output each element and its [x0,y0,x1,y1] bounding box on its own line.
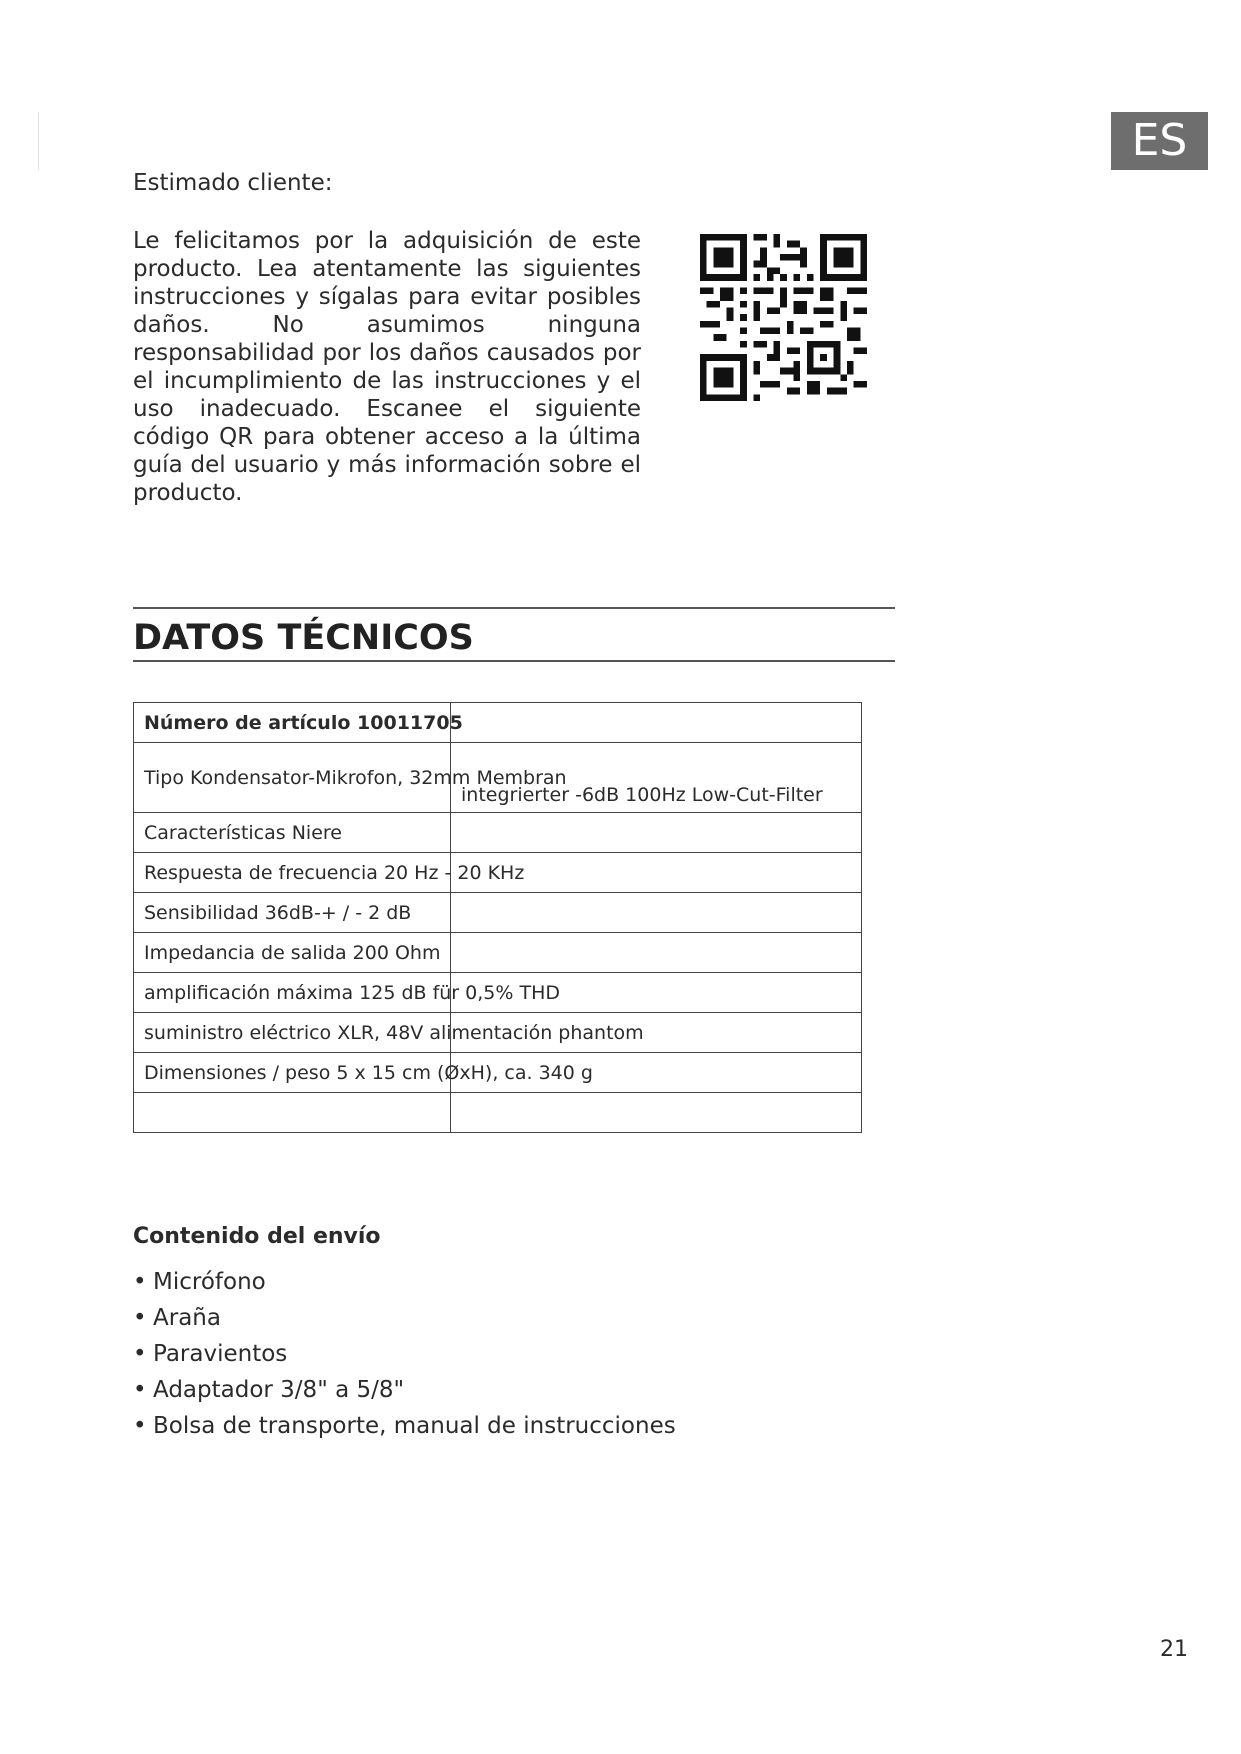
spec-value: 200 Ohm [352,941,441,964]
spec-empty-cell [451,1093,862,1133]
contents-title: Contenido del envío [133,1224,381,1249]
spec-value: 36dB-+ / - 2 dB [264,901,412,924]
spec-label: Número de artículo [144,711,351,734]
list-item: • Araña [133,1300,676,1336]
table-row [134,853,862,893]
spec-value: XLR, 48V alimentación phantom [337,1021,644,1044]
list-item: • Paravientos [133,1336,676,1372]
spec-cell [134,1013,644,1053]
spec-label: Dimensiones / peso [144,1061,331,1084]
spec-cell [134,743,567,813]
intro-paragraph: Le felicitamos por la adquisición de este producto. Lea atentamente las siguientes instrucciones y sígalas para evitar posibles daños. No asumimos ninguna responsabilidad por los daños causados por el incumplimiento de las instrucciones y el uso inadecuado. Escanee el siguiente código QR para obtener acceso a la última guía del usuario y más información sobre el producto. [133,228,641,506]
spec-label: Características [144,821,286,844]
section-rule-bottom [133,660,895,662]
section-title: DATOS TÉCNICOS [133,618,474,658]
language-tab: ES [1111,112,1208,170]
table-row [134,813,862,853]
spec-value: 20 Hz - 20 KHz [383,861,525,884]
spec-label: Respuesta de frecuencia [144,861,378,884]
spec-empty-cell [134,1093,451,1133]
spec-value: 125 dB für 0,5% THD [359,981,560,1004]
spec-label: Impedancia de salida [144,941,347,964]
spec-cell [134,1053,593,1093]
table-row [134,743,862,813]
spec-value: 5 x 15 cm (ØxH), ca. 340 g [336,1061,593,1084]
spec-value: Kondensator-Mikrofon, 32mm Membran [190,766,567,789]
spec-empty-cell [451,813,862,853]
list-item: • Adaptador 3/8" a 5/8" [133,1372,676,1408]
section-rule-top [133,607,895,609]
spec-label: amplificación máxima [144,981,354,1004]
spec-empty-cell [451,893,862,933]
table-row [134,893,862,933]
spec-label: Sensibilidad [144,901,259,924]
spec-label: Tipo [144,766,184,789]
contents-list [133,1264,676,1444]
spec-cell [134,853,525,893]
spec-empty-cell [451,933,862,973]
spec-cell [134,813,451,853]
table-row [134,1013,862,1053]
spec-empty-cell [451,703,862,743]
list-item: • Bolsa de transporte, manual de instrucciones [133,1408,676,1444]
spec-value: 10011705 [357,711,463,734]
table-row [134,933,862,973]
specs-table [133,702,862,1133]
table-row [134,973,862,1013]
spec-cell [134,933,451,973]
spec-cell [134,703,463,743]
qr-code-icon [700,234,867,401]
table-row [134,1093,862,1133]
table-row [134,1053,862,1093]
greeting: Estimado cliente: [133,170,333,196]
margin-mark [38,112,39,170]
spec-value: Niere [291,821,342,844]
spec-cell [134,893,451,933]
page-number: 21 [1160,1637,1188,1662]
spec-extra: integrierter -6dB 100Hz Low-Cut-Filter [461,784,823,806]
table-row [134,703,862,743]
spec-label: suministro eléctrico [144,1021,332,1044]
spec-cell [134,973,560,1013]
list-item: • Micrófono [133,1264,676,1300]
